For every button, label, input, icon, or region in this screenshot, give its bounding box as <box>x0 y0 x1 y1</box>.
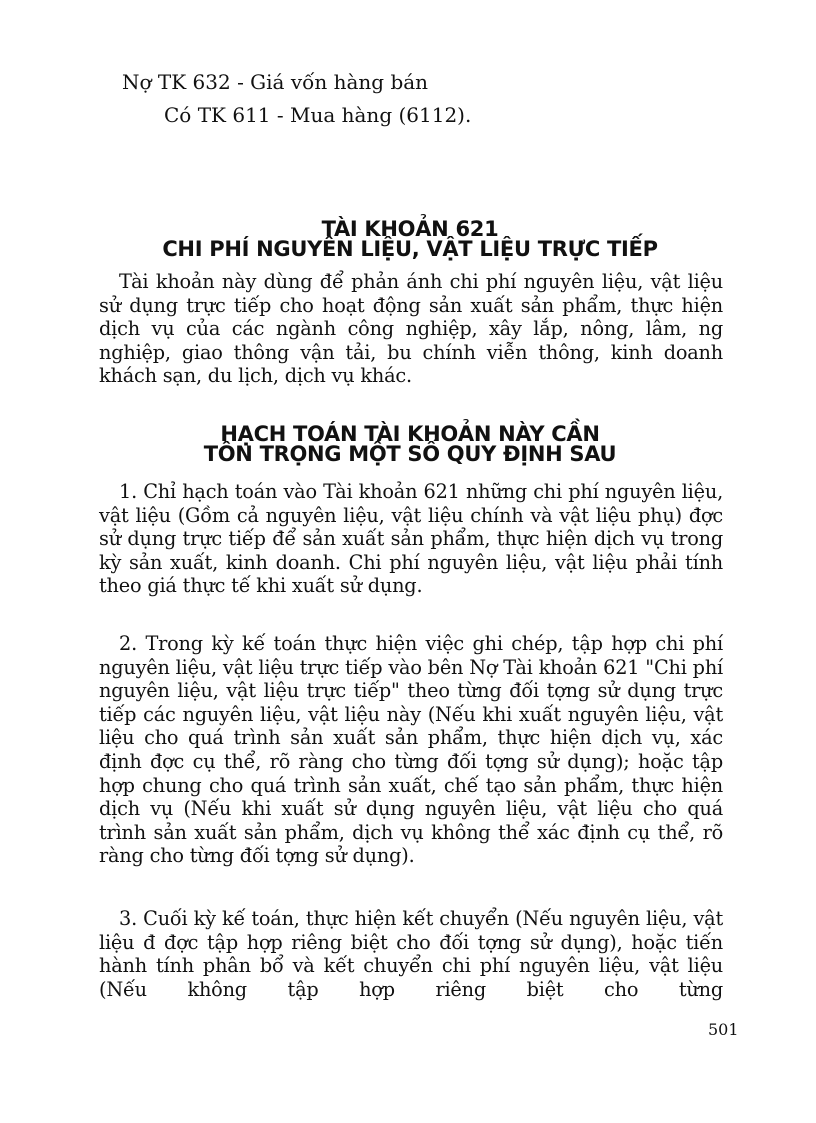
rules-title-line-1: HẠCH TOÁN TÀI KHOẢN NÀY CẦN <box>220 422 600 446</box>
section-title-line-1: TÀI KHOẢN 621 <box>321 217 499 241</box>
section-title-line-2: CHI PHÍ NGUYÊN LIỆU, VẬT LIỆU TRỰC TIẾP <box>162 237 658 261</box>
rule-paragraph-1: 1. Chỉ hạch toán vào Tài khoản 621 những chi phí nguyên liệu, vật liệu (Gồm cả nguyên liệu, vật liệu chính và vật liệu phụ) đợc sử dụng trực tiếp để sản xuất sản phẩm, thực hiện dịch vụ trong kỳ sản xuất, kinh doanh. Chi phí nguyên liệu, vật liệu phải tính theo giá thực tế khi xuất sử dụng. <box>99 480 723 598</box>
journal-entry-credit: Có TK 611 - Mua hàng (6112). <box>164 103 472 127</box>
intro-paragraph: Tài khoản này dùng để phản ánh chi phí nguyên liệu, vật liệu sử dụng trực tiếp cho hoạt động sản xuất sản phẩm, thực hiện dịch vụ của các ngành công nghiệp, xây lắp, nông, lâm, ng nghiệp, giao thông vận tải, bu chính viễn thông, kinh doanh khách sạn, du lịch, dịch vụ khác. <box>99 270 723 388</box>
rule-paragraph-2: 2. Trong kỳ kế toán thực hiện việc ghi chép, tập hợp chi phí nguyên liệu, vật liệu trực tiếp vào bên Nợ Tài khoản 621 "Chi phí nguyên liệu, vật liệu trực tiếp" theo từng đối tợng sử dụng trực tiếp các nguyên liệu, vật liệu này (Nếu khi xuất nguyên liệu, vật liệu cho quá trình sản xuất sản phẩm, thực hiện dịch vụ, xác định đợc cụ thể, rõ ràng cho từng đối tợng sử dụng); hoặc tập hợp chung cho quá trình sản xuất, chế tạo sản phẩm, thực hiện dịch vụ (Nếu khi xuất sử dụng nguyên liệu, vật liệu cho quá trình sản xuất sản phẩm, dịch vụ không thể xác định cụ thể, rõ ràng cho từng đối tợng sử dụng). <box>99 632 723 868</box>
section-title <box>96 219 724 259</box>
rules-title <box>96 424 724 464</box>
journal-entry-debit: Nợ TK 632 - Giá vốn hàng bán <box>122 70 429 94</box>
rule-paragraph-3: 3. Cuối kỳ kế toán, thực hiện kết chuyển (Nếu nguyên liệu, vật liệu đ đợc tập hợp riêng biệt cho đối tợng sử dụng), hoặc tiến hành tính phân bổ và kết chuyển chi phí nguyên liệu, vật liệu (Nếu không tập hợp riêng biệt cho từng <box>99 907 723 1001</box>
rules-title-line-2: TÔN TRỌNG MỘT SỐ QUY ĐỊNH SAU <box>203 442 617 466</box>
page-number: 501 <box>708 1020 739 1039</box>
